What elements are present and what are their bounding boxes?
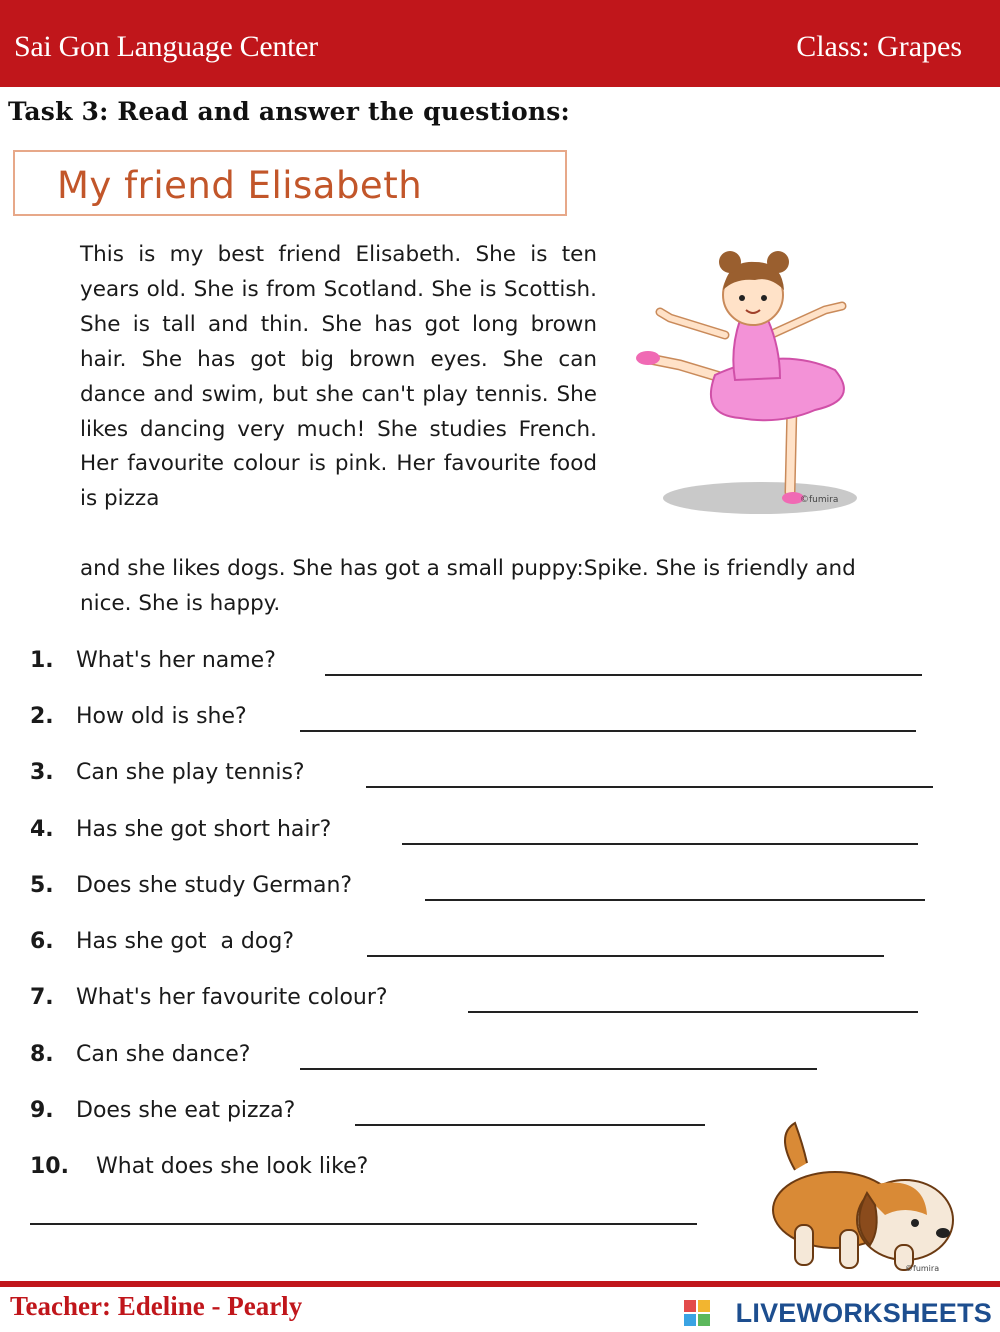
question-10: 10. What does she look like? <box>30 1154 369 1179</box>
answer-line-7[interactable] <box>468 1011 918 1013</box>
liveworksheets-brand[interactable]: LIVEWORKSHEETS <box>735 1298 992 1328</box>
question-5: 5. Does she study German? <box>30 873 353 898</box>
teacher-name: Teacher: Edeline - Pearly <box>10 1291 303 1321</box>
story-text-part1: This is my best friend Elisabeth. She is ten years old. She is from Scotland. She is Scottish. She is tall and thin. She has got long brown hair. She has got big brown eyes. She can dance and swim, but she can't play tennis. She likes dancing very much! She studies French. Her favourite colour is pink. Her favourite food is pizza <box>80 242 597 512</box>
center-name: Sai Gon Language Center <box>14 30 318 63</box>
question-6: 6. Has she got a dog? <box>30 929 294 954</box>
image-credit: ©fumira <box>800 495 839 505</box>
question-4: 4. Has she got short hair? <box>30 817 332 842</box>
footer-rule <box>0 1281 1000 1287</box>
answer-line-6[interactable] <box>367 955 884 957</box>
ballerina-illustration <box>630 240 870 530</box>
question-7: 7. What's her favourite colour? <box>30 985 388 1010</box>
puppy-illustration <box>755 1115 970 1275</box>
answer-line-10[interactable] <box>30 1223 697 1225</box>
class-name: Class: Grapes <box>796 30 962 63</box>
answer-line-3[interactable] <box>366 786 933 788</box>
question-2: 2. How old is she? <box>30 704 247 729</box>
story-text-part2: and she likes dogs. She has got a small puppy:Spike. She is friendly and nice. She is happy. <box>80 556 856 616</box>
image-credit: ©fumira <box>905 1264 940 1273</box>
header-bar <box>0 0 1000 87</box>
answer-line-5[interactable] <box>425 899 925 901</box>
story-title: My friend Elisabeth <box>57 164 423 207</box>
question-1: 1. What's her name? <box>30 648 276 673</box>
question-9: 9. Does she eat pizza? <box>30 1098 296 1123</box>
answer-line-1[interactable] <box>325 674 922 676</box>
question-3: 3. Can she play tennis? <box>30 760 305 785</box>
answer-line-4[interactable] <box>402 843 918 845</box>
answer-line-8[interactable] <box>300 1068 817 1070</box>
task-heading: Task 3: Read and answer the questions: <box>8 97 570 126</box>
answer-line-9[interactable] <box>355 1124 705 1126</box>
liveworksheets-logo-icon <box>684 1300 710 1326</box>
answer-line-2[interactable] <box>300 730 916 732</box>
question-8: 8. Can she dance? <box>30 1042 251 1067</box>
story-title-box <box>13 150 567 216</box>
